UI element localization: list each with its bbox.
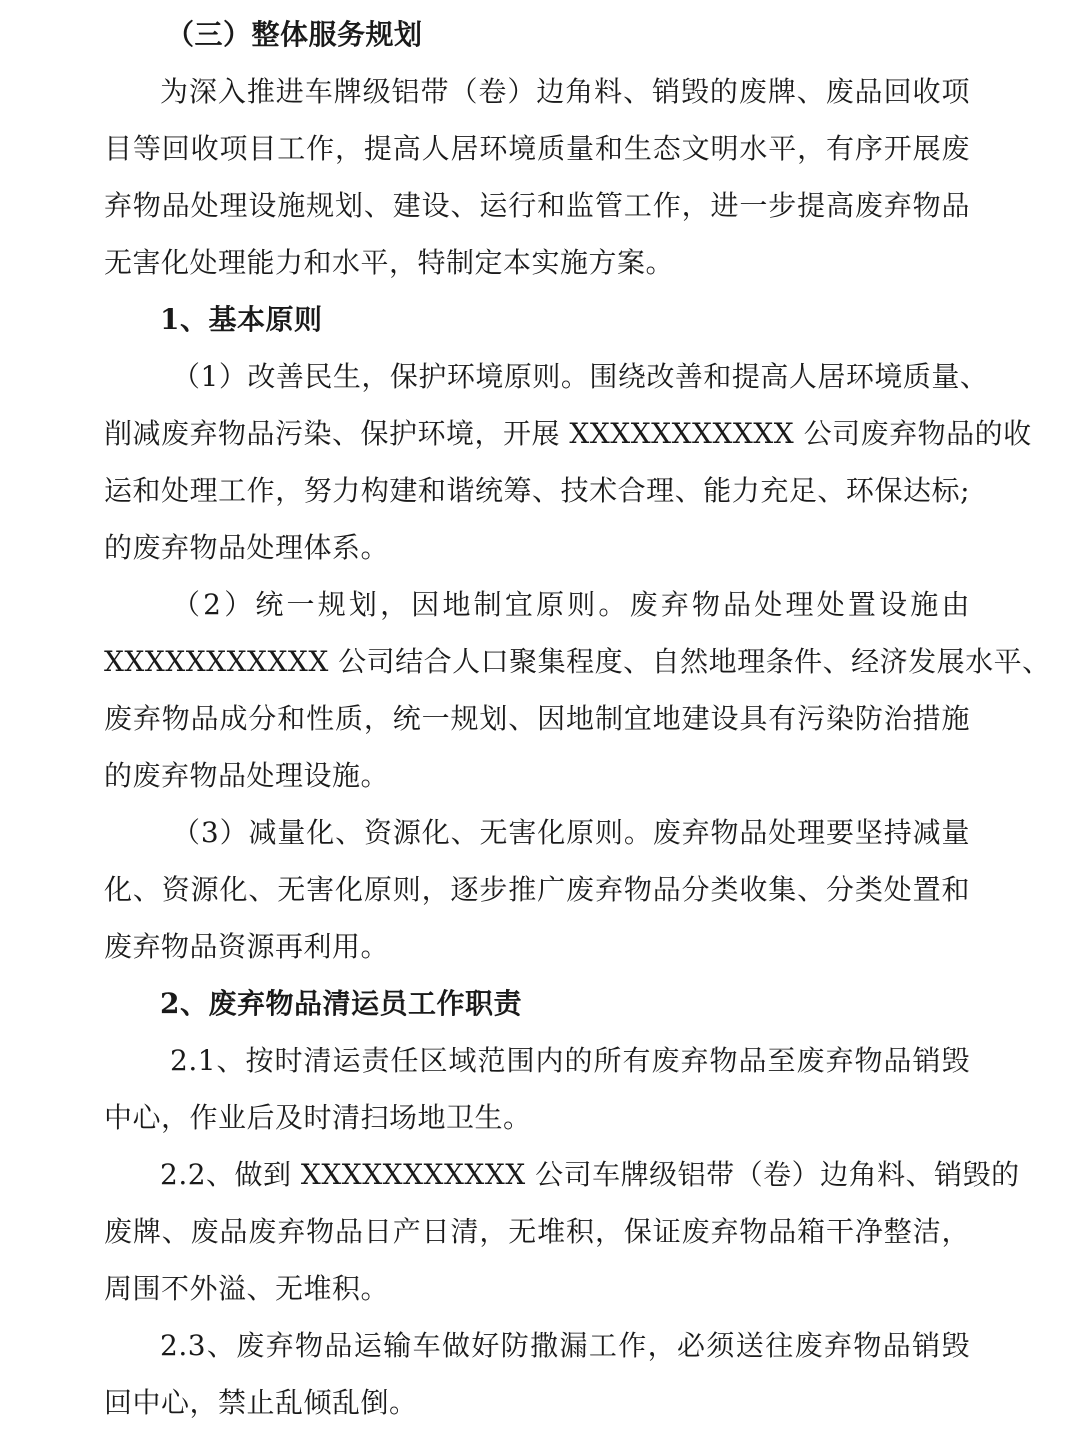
paragraph-line: XXXXXXXXXXX 公司结合人口聚集程度、自然地理条件、经济发展水平、 (104, 645, 1051, 678)
duty-2-1-paragraph (104, 1036, 970, 1150)
paragraph-line: 的废弃物品处理体系。 (104, 531, 390, 564)
paragraph-line: 2.2、做到 XXXXXXXXXXX 公司车牌级铝带（卷）边角料、销毁的 (160, 1158, 1020, 1191)
paragraph-line: 2.1、按时清运责任区域范围内的所有废弃物品至废弃物品销毁 (170, 1044, 970, 1077)
paragraph-line: 回中心，禁止乱倾乱倒。 (104, 1386, 418, 1419)
paragraph-line: 中心，作业后及时清扫场地卫生。 (104, 1101, 532, 1134)
duties-heading: 2、废弃物品清运员工作职责 (160, 987, 522, 1020)
principle-1-paragraph (104, 352, 1032, 580)
principle-2-paragraph (104, 580, 1051, 808)
principles-heading: 1、基本原则 (160, 303, 323, 336)
paragraph-line: 化、资源化、无害化原则，逐步推广废弃物品分类收集、分类处置和 (104, 873, 970, 906)
duty-2-2-paragraph (104, 1150, 1020, 1321)
paragraph-line: （3）减量化、资源化、无害化原则。废弃物品处理要坚持减量 (172, 816, 970, 849)
paragraph-line: （2）统一规划，因地制宜原则。废弃物品处理处置设施由 (172, 588, 970, 621)
paragraph-line: 为深入推进车牌级铝带（卷）边角料、销毁的废牌、废品回收项 (160, 75, 970, 108)
paragraph-line: 废弃物品资源再利用。 (104, 930, 390, 963)
paragraph-line: 弃物品处理设施规划、建设、运行和监管工作，进一步提高废弃物品 (104, 189, 970, 222)
paragraph-line: （1）改善民生，保护环境原则。围绕改善和提高人居环境质量、 (172, 360, 989, 393)
paragraph-line: 运和处理工作，努力构建和谐统筹、技术合理、能力充足、环保达标; (104, 474, 970, 507)
principle-3-paragraph (104, 808, 970, 979)
paragraph-line: 废牌、废品废弃物品日产日清，无堆积，保证废弃物品箱干净整洁， (104, 1215, 970, 1248)
paragraph-line: 目等回收项目工作，提高人居环境质量和生态文明水平，有序开展废 (104, 132, 970, 165)
paragraph-line: 削减废弃物品污染、保护环境，开展 XXXXXXXXXXX 公司废弃物品的收 (104, 417, 1032, 450)
intro-paragraph (104, 67, 970, 295)
paragraph-line: 废弃物品成分和性质，统一规划、因地制宜地建设具有污染防治措施 (104, 702, 970, 735)
duty-2-3-paragraph (104, 1321, 970, 1435)
section-title: （三）整体服务规划 (166, 18, 423, 51)
paragraph-line: 的废弃物品处理设施。 (104, 759, 390, 792)
paragraph-line: 2.3、废弃物品运输车做好防撒漏工作，必须送往废弃物品销毁 (160, 1329, 970, 1362)
paragraph-line: 周围不外溢、无堆积。 (104, 1272, 390, 1305)
paragraph-line: 无害化处理能力和水平，特制定本实施方案。 (104, 246, 675, 279)
document-page (104, 10, 1051, 1435)
